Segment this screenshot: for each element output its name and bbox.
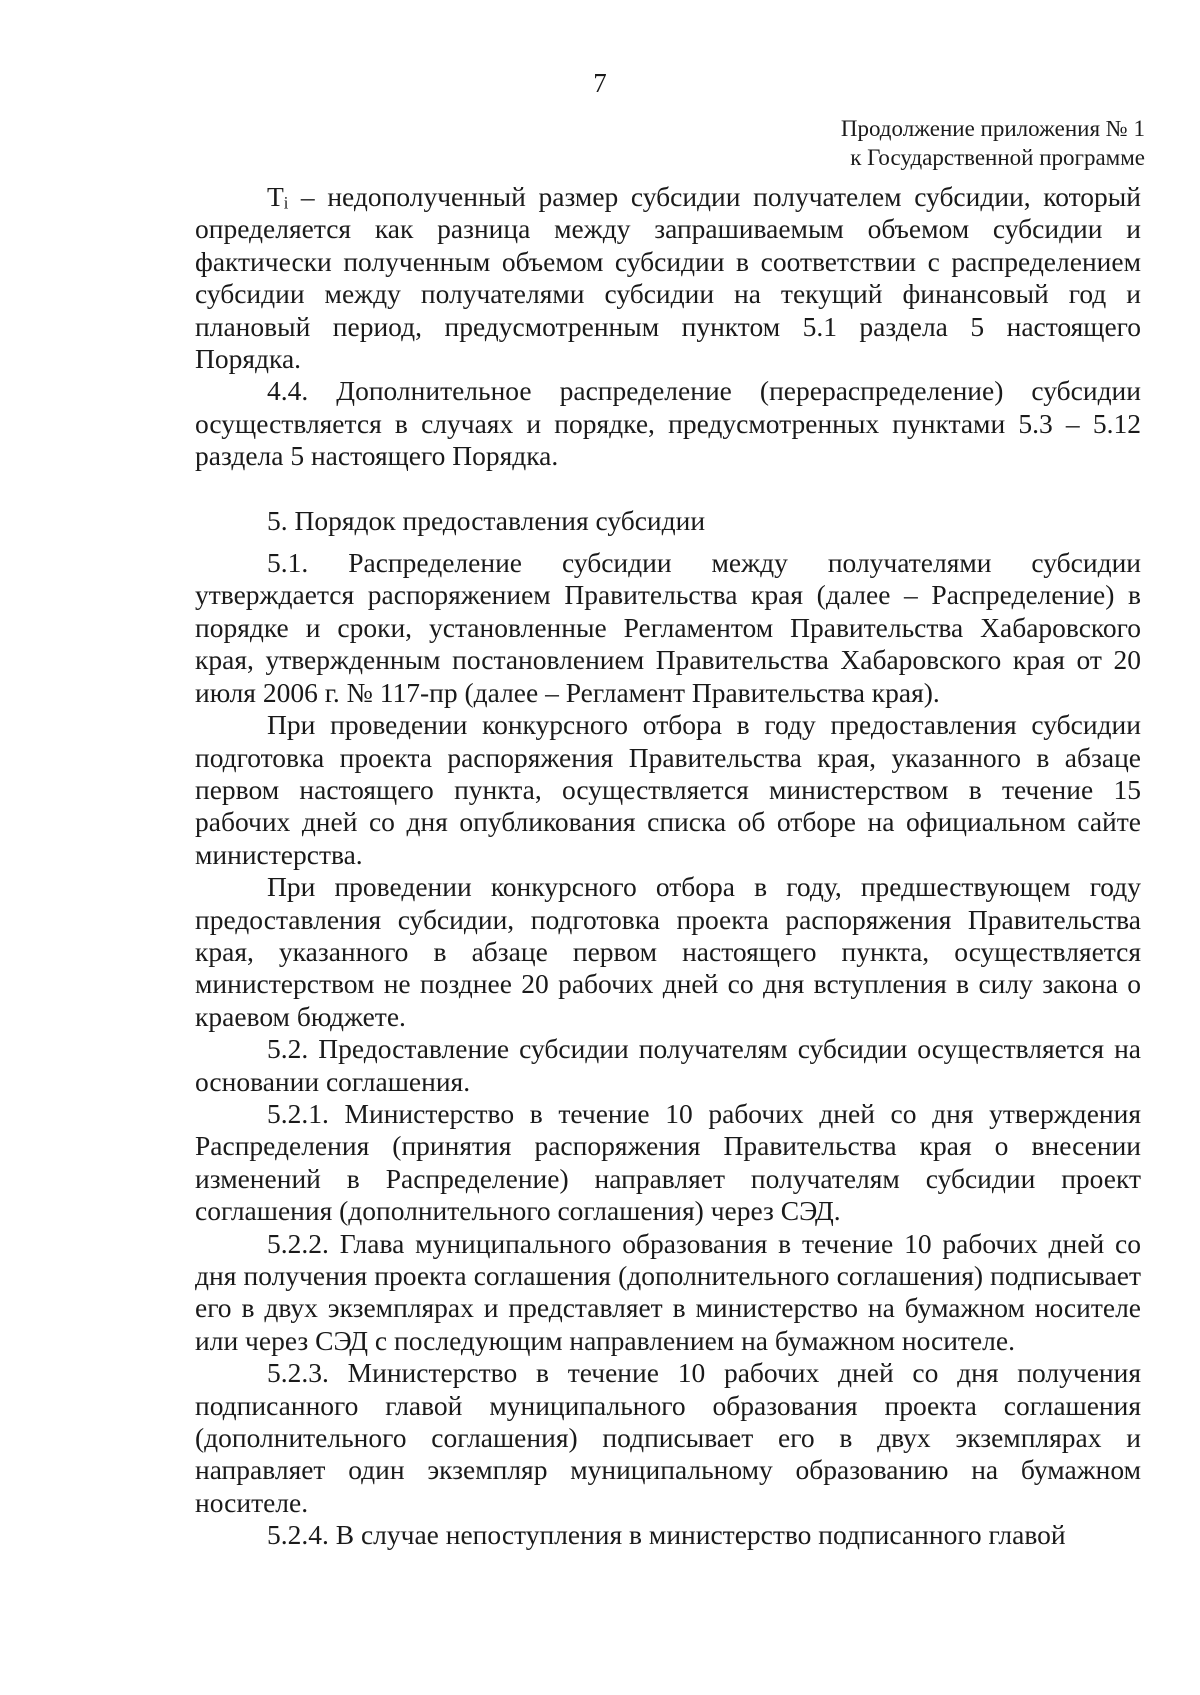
paragraph-5-2-1: 5.2.1. Министерство в течение 10 рабочих дней со дня утверждения Распределения (принятия распоряжения Правительства края о внесении изменений в Распределение) направляет получателям субсидии проект соглашения (дополнительного соглашения) через СЭД. xyxy=(195,1097,1141,1227)
appendix-note xyxy=(725,114,1145,172)
appendix-note-line2: к Государственной программе xyxy=(850,145,1145,170)
document-body xyxy=(195,181,1141,1552)
paragraph-5-2: 5.2. Предоставление субсидии получателям субсидии осуществляется на основании соглашения. xyxy=(195,1033,1141,1097)
paragraph-5-2-3: 5.2.3. Министерство в течение 10 рабочих дней со дня получения подписанного главой муниципального образования проекта соглашения (дополнительного соглашения) подписывает его в двух экземплярах и направляет один экземпляр муниципальному образованию на бумажном носителе. xyxy=(195,1357,1141,1518)
paragraph-5-1-competition-same-year: При проведении конкурсного отбора в году предоставления субсидии подготовка проекта распоряжения Правительства края, указанного в абзаце первом настоящего пункта, осуществляется министерством в течение 15 рабочих дней со дня опубликования списка об отборе на официальном сайте министерства. xyxy=(195,709,1141,870)
paragraph-5-1: 5.1. Распределение субсидии между получателями субсидии утверждается распоряжением Правительства края (далее – Распределение) в порядке и сроки, установленные Регламентом Правительства Хабаровского края, утвержденным постановлением Правительства Хабаровского края от 20 июля 2006 г. № 117-пр (далее – Регламент Правительства края). xyxy=(195,547,1141,708)
paragraph-ti-definition: Тᵢ – недополученный размер субсидии получателем субсидии, который определяется как разница между запрашиваемым объемом субсидии и фактически полученным объемом субсидии в соответствии с распределением субсидии между получателями субсидии на текущий финансовый год и плановый период, предусмотренным пунктом 5.1 раздела 5 настоящего Порядка. xyxy=(195,181,1141,375)
paragraph-5-2-2: 5.2.2. Глава муниципального образования в течение 10 рабочих дней со дня получения проекта соглашения (дополнительного соглашения) подписывает его в двух экземплярах и представляет в министерство на бумажном носителе или через СЭД с последующим направлением на бумажном носителе. xyxy=(195,1227,1141,1356)
paragraph-5-1-competition-previous-year: При проведении конкурсного отбора в году, предшествующем году предоставления субсидии, подготовка проекта распоряжения Правительства края, указанного в абзаце первом настоящего пункта, осуществляется министерством не позднее 20 рабочих дней со дня вступления в силу закона о краевом бюджете. xyxy=(195,871,1141,1032)
section-title-5: 5. Порядок предоставления субсидии xyxy=(267,504,706,536)
paragraph-4-4: 4.4. Дополнительное распределение (перераспределение) субсидии осуществляется в случаях и порядке, предусмотренных пунктами 5.3 – 5.12 раздела 5 настоящего Порядка. xyxy=(195,375,1141,472)
paragraph-5-2-4: 5.2.4. В случае непоступления в министерство подписанного главой xyxy=(267,1519,1066,1551)
page-number: 7 xyxy=(593,68,607,98)
appendix-note-line1: Продолжение приложения № 1 xyxy=(840,116,1145,141)
